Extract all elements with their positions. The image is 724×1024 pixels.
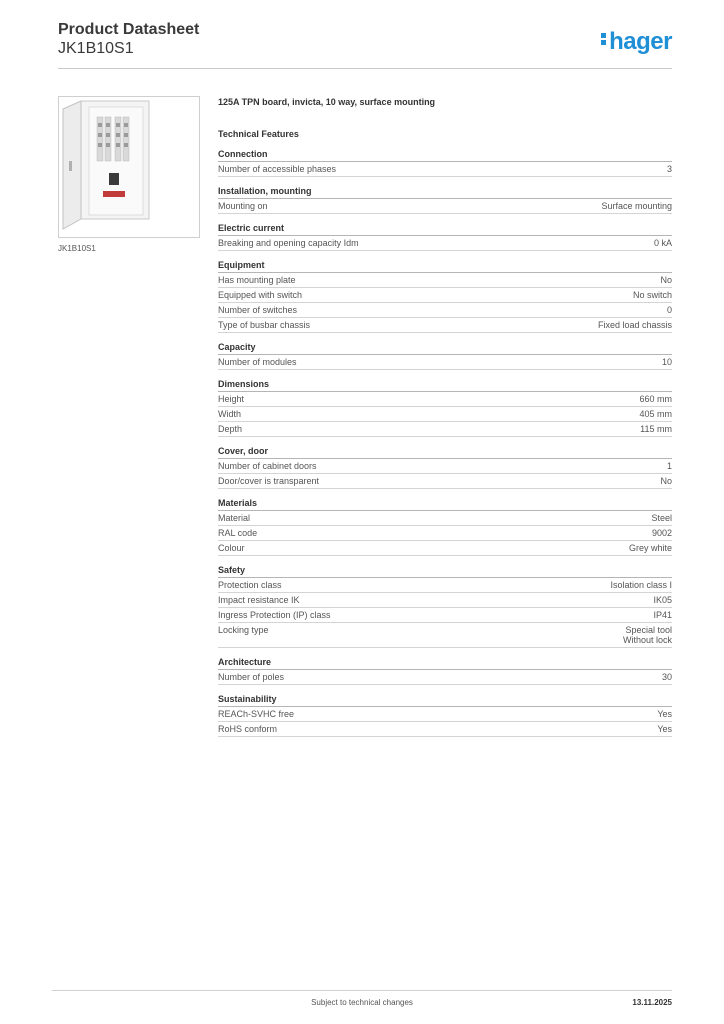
section-title: Connection — [218, 149, 672, 162]
section-sustainability — [218, 694, 672, 737]
spec-row — [218, 318, 672, 333]
page-title: Product Datasheet — [58, 21, 200, 38]
spec-value: Grey white — [628, 543, 672, 553]
spec-row — [218, 593, 672, 608]
section-architecture — [218, 657, 672, 685]
spec-value: Surface mounting — [601, 201, 672, 211]
spec-label: Ingress Protection (IP) class — [218, 610, 331, 620]
section-title: Equipment — [218, 260, 672, 273]
spec-label: Material — [218, 513, 251, 523]
logo-text: hager — [609, 28, 672, 55]
spec-label: Breaking and opening capacity Idm — [218, 238, 359, 248]
section-title: Architecture — [218, 657, 672, 670]
spec-row — [218, 623, 672, 648]
spec-row — [218, 355, 672, 370]
datasheet-content — [218, 97, 672, 746]
spec-value: 115 mm — [640, 424, 672, 434]
spec-label: Impact resistance IK — [218, 595, 300, 605]
spec-row — [218, 670, 672, 685]
product-image — [58, 96, 200, 238]
spec-value: Isolation class I — [610, 580, 672, 590]
spec-value: 660 mm — [639, 394, 672, 404]
section-materials — [218, 498, 672, 556]
spec-value: No — [660, 275, 672, 285]
spec-row — [218, 707, 672, 722]
spec-value: Special tool Without lock — [622, 625, 672, 645]
spec-value: 10 — [661, 357, 672, 367]
spec-row — [218, 526, 672, 541]
spec-label: Door/cover is transparent — [218, 476, 320, 486]
spec-row — [218, 422, 672, 437]
document-header — [58, 20, 199, 58]
spec-value: 0 — [666, 305, 672, 315]
spec-label: Has mounting plate — [218, 275, 296, 285]
spec-label: Number of modules — [218, 357, 297, 367]
spec-label: Height — [218, 394, 245, 404]
spec-value: 1 — [666, 461, 672, 471]
spec-label: RAL code — [218, 528, 258, 538]
section-title: Materials — [218, 498, 672, 511]
section-cover-door — [218, 446, 672, 489]
spec-row — [218, 236, 672, 251]
spec-label: Colour — [218, 543, 245, 553]
spec-value: 30 — [661, 672, 672, 682]
section-capacity — [218, 342, 672, 370]
spec-label: Number of switches — [218, 305, 298, 315]
logo-dots-icon — [601, 31, 607, 47]
spec-row — [218, 162, 672, 177]
distribution-board-icon — [59, 97, 199, 237]
section-equipment — [218, 260, 672, 333]
spec-label: Equipped with switch — [218, 290, 303, 300]
spec-row — [218, 273, 672, 288]
spec-value: IP41 — [653, 610, 672, 620]
spec-value: 405 mm — [639, 409, 672, 419]
spec-label: Locking type — [218, 625, 269, 635]
spec-row — [218, 407, 672, 422]
spec-row — [218, 199, 672, 214]
section-dimensions — [218, 379, 672, 437]
spec-value: No switch — [632, 290, 672, 300]
spec-value: 9002 — [651, 528, 672, 538]
spec-label: Width — [218, 409, 242, 419]
section-installation — [218, 186, 672, 214]
spec-label: REACh-SVHC free — [218, 709, 295, 719]
spec-value: 3 — [666, 164, 672, 174]
section-title: Dimensions — [218, 379, 672, 392]
section-title: Safety — [218, 565, 672, 578]
section-electric-current — [218, 223, 672, 251]
spec-row — [218, 578, 672, 593]
header-divider — [58, 68, 672, 69]
image-caption: JK1B10S1 — [58, 244, 96, 253]
section-connection — [218, 149, 672, 177]
spec-value: Steel — [651, 513, 672, 523]
product-code: JK1B10S1 — [58, 40, 134, 57]
section-title: Installation, mounting — [218, 186, 672, 199]
spec-row — [218, 511, 672, 526]
spec-label: Protection class — [218, 580, 282, 590]
spec-row — [218, 541, 672, 556]
spec-value: No — [660, 476, 672, 486]
spec-value: IK05 — [653, 595, 672, 605]
spec-label: RoHS conform — [218, 724, 278, 734]
section-title: Capacity — [218, 342, 672, 355]
spec-value: Yes — [657, 709, 672, 719]
brand-logo — [601, 28, 672, 56]
spec-value: Yes — [657, 724, 672, 734]
section-title: Electric current — [218, 223, 672, 236]
spec-row — [218, 459, 672, 474]
section-safety — [218, 565, 672, 648]
spec-label: Number of accessible phases — [218, 164, 337, 174]
spec-value: 0 kA — [653, 238, 672, 248]
product-description: 125A TPN board, invicta, 10 way, surface mounting — [218, 97, 436, 107]
spec-row — [218, 722, 672, 737]
footer-date: 13.11.2025 — [632, 998, 672, 1007]
spec-row — [218, 608, 672, 623]
spec-row — [218, 288, 672, 303]
spec-row — [218, 303, 672, 318]
technical-features-title: Technical Features — [218, 129, 299, 139]
spec-row — [218, 392, 672, 407]
spec-label: Type of busbar chassis — [218, 320, 311, 330]
footer-divider — [52, 990, 672, 991]
section-title: Sustainability — [218, 694, 672, 707]
spec-label: Number of poles — [218, 672, 285, 682]
spec-label: Depth — [218, 424, 243, 434]
spec-label: Mounting on — [218, 201, 268, 211]
spec-label: Number of cabinet doors — [218, 461, 317, 471]
section-title: Cover, door — [218, 446, 672, 459]
spec-row — [218, 474, 672, 489]
footer-note: Subject to technical changes — [311, 998, 413, 1007]
spec-value: Fixed load chassis — [597, 320, 672, 330]
